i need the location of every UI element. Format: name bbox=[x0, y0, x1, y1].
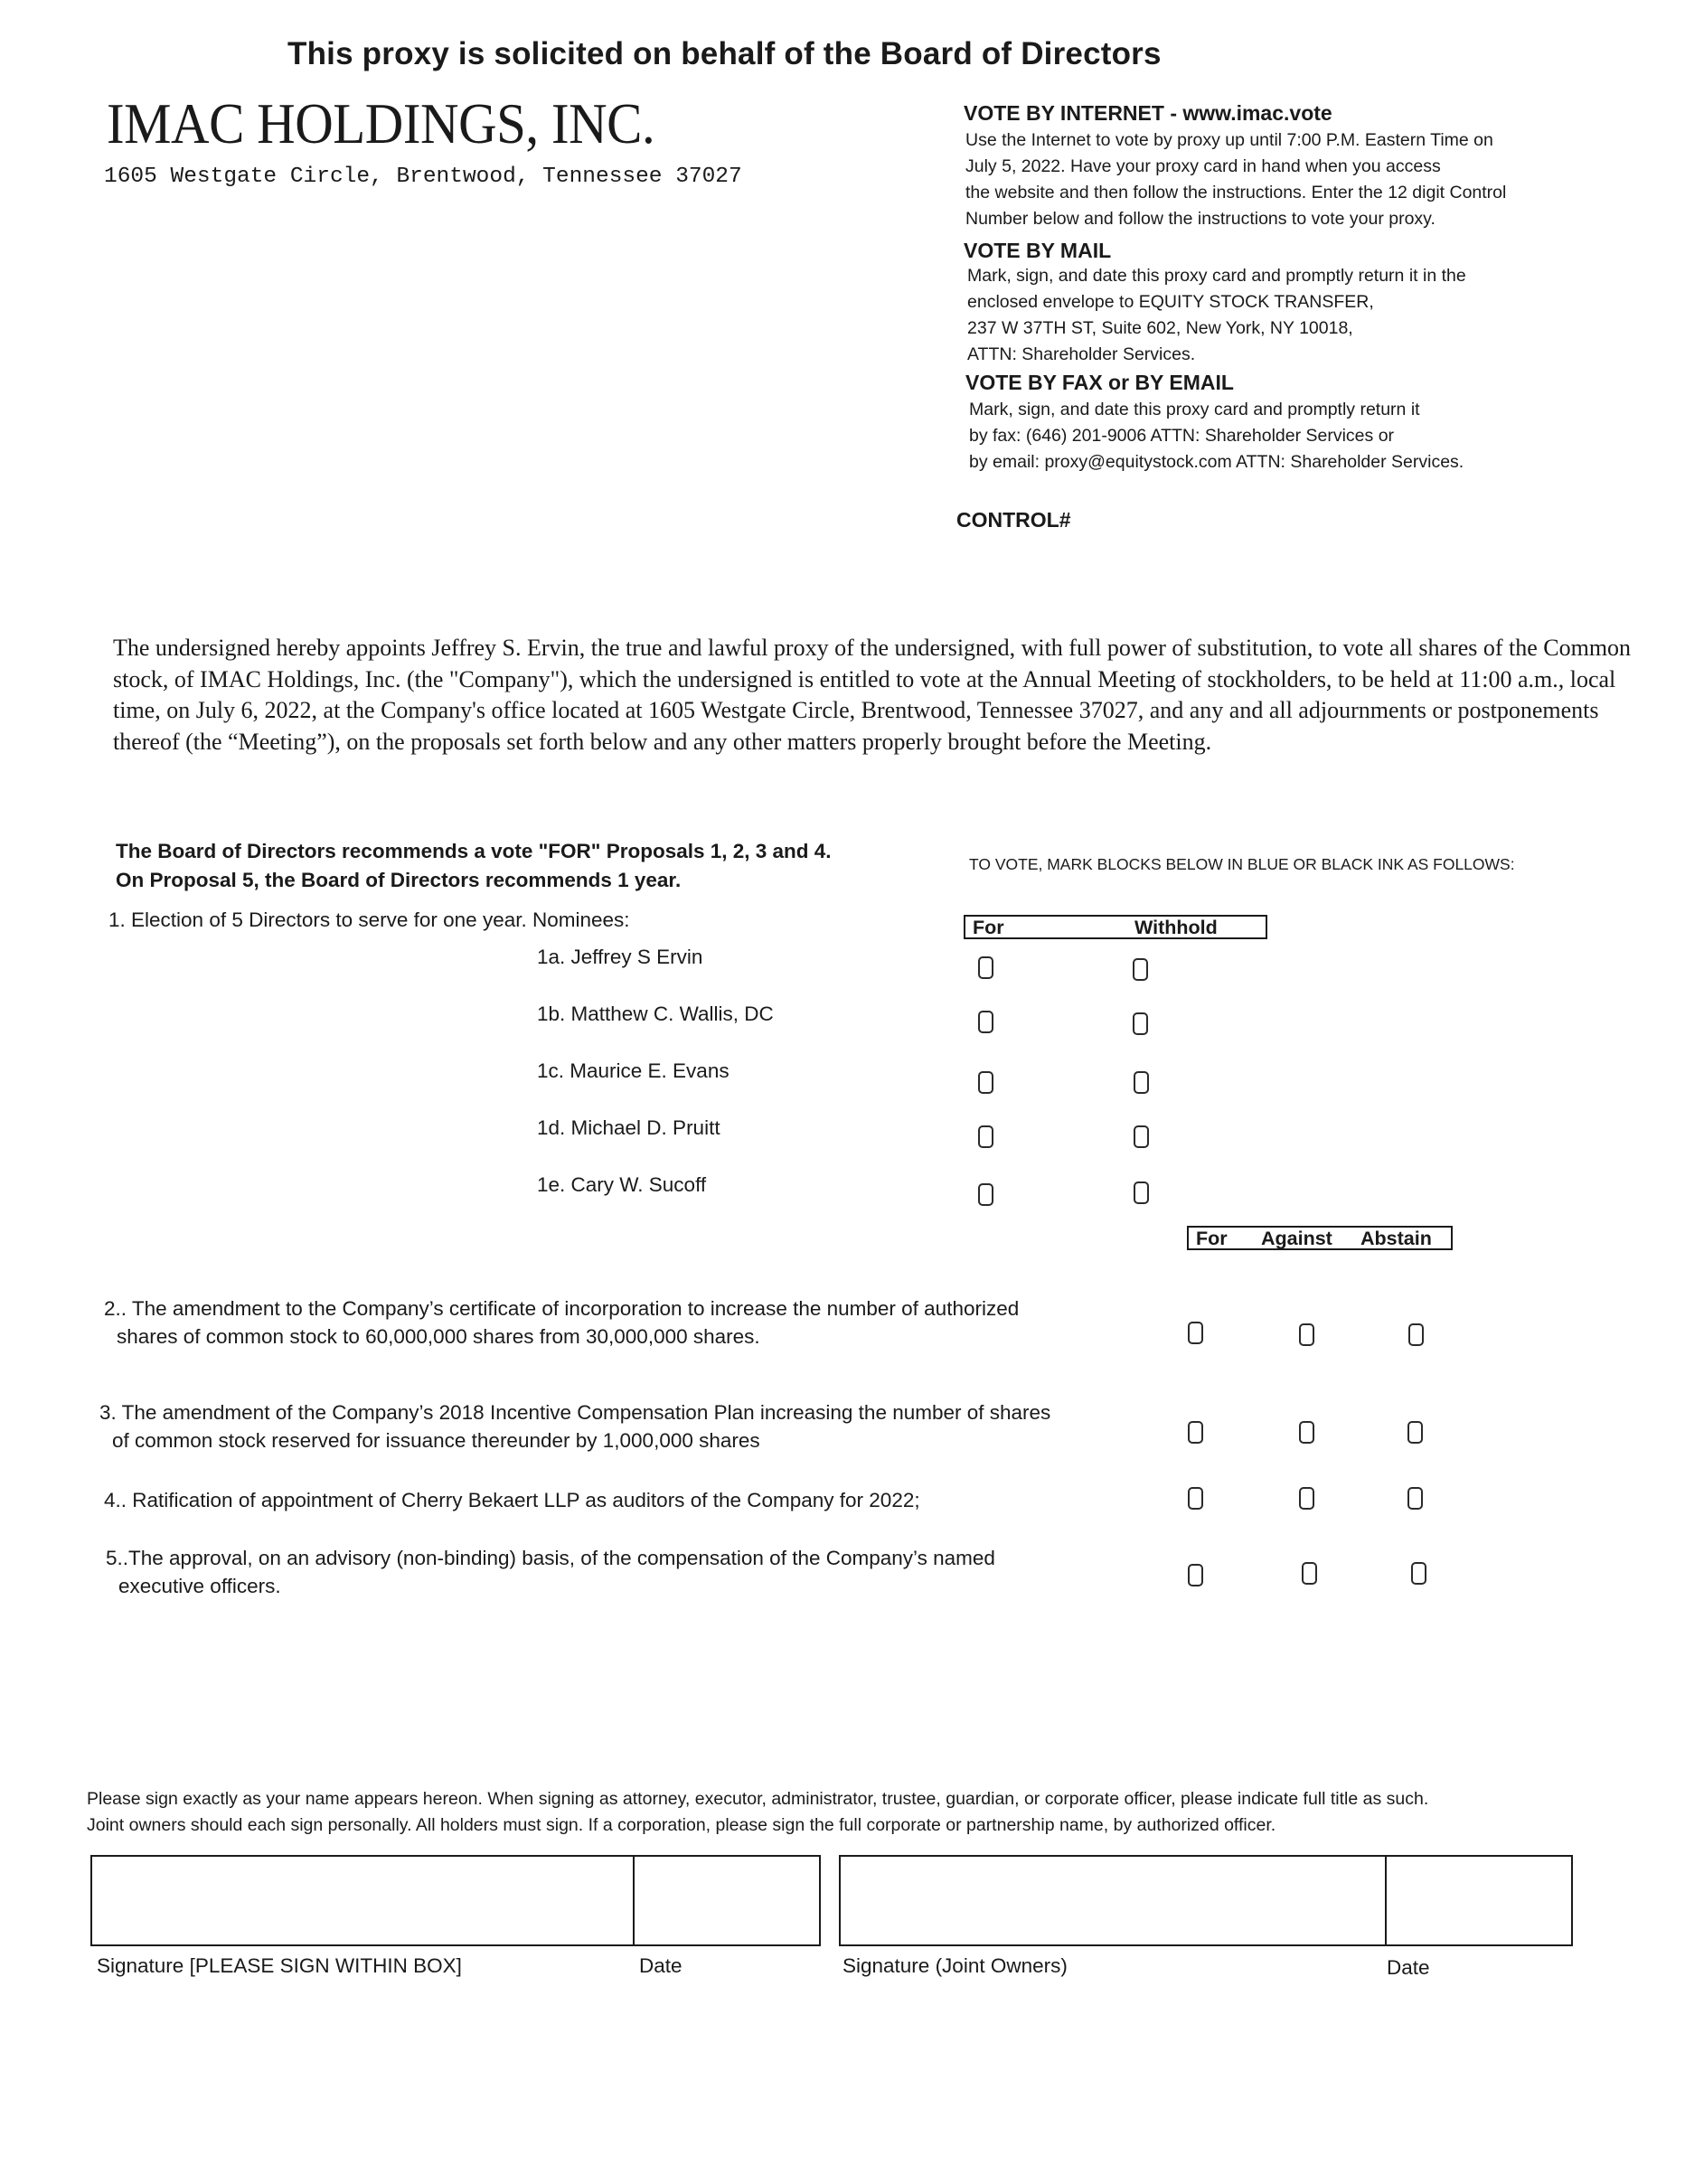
joint-signature-field[interactable] bbox=[841, 1857, 1387, 1944]
joint-date-field[interactable] bbox=[1387, 1857, 1571, 1944]
vote-fax-email-line: by fax: (646) 201-9006 ATTN: Shareholder Services or bbox=[969, 426, 1395, 446]
company-name: IMAC HOLDINGS, INC. bbox=[107, 91, 655, 155]
column-for: For bbox=[973, 917, 1004, 938]
signature-box-group bbox=[90, 1855, 821, 1946]
signature-instruction-line: Please sign exactly as your name appears hereon. When signing as attorney, executor, administrator, trustee, guardian, or corporate officer, please indicate full title as such. bbox=[87, 1789, 1429, 1809]
nominee-1e: 1e. Cary W. Sucoff bbox=[537, 1173, 707, 1196]
board-recommendation bbox=[116, 837, 832, 895]
signature-instruction-line: Joint owners should each sign personally. All holders must sign. If a corporation, please sign the full corporate or partnership name, by authorized officer. bbox=[87, 1815, 1276, 1835]
vote-by-mail-section bbox=[964, 239, 1651, 368]
vote-internet-line: July 5, 2022. Have your proxy card in hand when you access bbox=[965, 156, 1441, 176]
vote-fax-email-line: Mark, sign, and date this proxy card and promptly return it bbox=[969, 400, 1420, 419]
nominee-1d-withhold-checkbox[interactable] bbox=[1134, 1125, 1149, 1148]
vote-fax-email-line: by email: proxy@equitystock.com ATTN: Shareholder Services. bbox=[969, 452, 1464, 472]
nominee-1e-withhold-checkbox[interactable] bbox=[1134, 1181, 1149, 1204]
proposal-3-line: of common stock reserved for issuance thereunder by 1,000,000 shares bbox=[112, 1429, 760, 1452]
joint-signature-box-group bbox=[839, 1855, 1573, 1946]
proposal-5-abstain-checkbox[interactable] bbox=[1411, 1562, 1426, 1585]
proposal-2-line: shares of common stock to 60,000,000 shares from 30,000,000 shares. bbox=[117, 1325, 760, 1348]
vote-mail-line: Mark, sign, and date this proxy card and promptly return it in the bbox=[967, 266, 1466, 286]
proposal-5-line: executive officers. bbox=[118, 1575, 281, 1597]
control-number-label: CONTROL# bbox=[956, 508, 1071, 532]
vote-by-fax-email-heading: VOTE BY FAX or BY EMAIL bbox=[965, 371, 1234, 394]
proposal-4-line: 4.. Ratification of appointment of Cherry Bekaert LLP as auditors of the Company for 2022; bbox=[104, 1489, 920, 1511]
proposal-2-abstain-checkbox[interactable] bbox=[1408, 1323, 1424, 1346]
proposal-1-title: 1. Election of 5 Directors to serve for one year. Nominees: bbox=[108, 908, 630, 931]
signature-field[interactable] bbox=[92, 1857, 635, 1944]
joint-date-label: Date bbox=[1387, 1956, 1430, 1979]
board-recommendation-line: On Proposal 5, the Board of Directors recommends 1 year. bbox=[116, 869, 682, 891]
vote-mail-line: 237 W 37TH ST, Suite 602, New York, NY 10018, bbox=[967, 318, 1353, 338]
proposal-4 bbox=[104, 1486, 920, 1514]
proposal-1-column-header bbox=[964, 915, 1267, 939]
vote-by-mail-heading: VOTE BY MAIL bbox=[964, 239, 1112, 262]
mark-instructions: TO VOTE, MARK BLOCKS BELOW IN BLUE OR BLACK INK AS FOLLOWS: bbox=[969, 855, 1515, 873]
nominee-1a-withhold-checkbox[interactable] bbox=[1133, 958, 1148, 981]
nominee-1a: 1a. Jeffrey S Ervin bbox=[537, 946, 703, 968]
proposal-5-line: 5..The approval, on an advisory (non-binding) basis, of the compensation of the Company’s named bbox=[106, 1547, 995, 1569]
date-field[interactable] bbox=[635, 1857, 819, 1944]
signature-label: Signature [PLEASE SIGN WITHIN BOX] bbox=[97, 1954, 462, 1977]
proposal-3-against-checkbox[interactable] bbox=[1299, 1421, 1314, 1444]
vote-by-internet-section bbox=[964, 101, 1651, 232]
nominee-1d: 1d. Michael D. Pruitt bbox=[537, 1116, 720, 1139]
column-withhold: Withhold bbox=[1134, 917, 1218, 938]
appointment-paragraph: The undersigned hereby appoints Jeffrey S. Ervin, the true and lawful proxy of the undersigned, with full power of substitution, to vote all shares of the Common stock, of IMAC Holdings, Inc. (the "Company"), which the undersigned is entitled to vote at the Annual Meeting of stockholders, to be held at 11:00 a.m., local time, on July 6, 2022, at the Company's office located at 1605 Westgate Circle, Brentwood, Tennessee 37027, and any and all adjournments or postponements thereof (the “Meeting”), on the proposals set forth below and any other matters properly brought before the Meeting. bbox=[113, 635, 1632, 755]
nominee-1c: 1c. Maurice E. Evans bbox=[537, 1059, 730, 1082]
nominee-1c-withhold-checkbox[interactable] bbox=[1134, 1071, 1149, 1094]
board-recommendation-line: The Board of Directors recommends a vote "FOR" Proposals 1, 2, 3 and 4. bbox=[116, 840, 832, 862]
nominee-1d-for-checkbox[interactable] bbox=[978, 1125, 993, 1148]
proposal-2-line: 2.. The amendment to the Company’s certificate of incorporation to increase the number of authorized bbox=[104, 1297, 1020, 1320]
column-abstain: Abstain bbox=[1360, 1228, 1432, 1249]
proposal-3 bbox=[99, 1398, 1050, 1454]
proposal-3-line: 3. The amendment of the Company’s 2018 Incentive Compensation Plan increasing the number of shares bbox=[99, 1401, 1051, 1424]
nominee-1b-for-checkbox[interactable] bbox=[978, 1011, 993, 1033]
proposals-column-header bbox=[1187, 1226, 1453, 1250]
nominee-1c-for-checkbox[interactable] bbox=[978, 1071, 993, 1094]
proposal-4-for-checkbox[interactable] bbox=[1188, 1487, 1203, 1510]
proposal-5-for-checkbox[interactable] bbox=[1188, 1564, 1203, 1586]
nominee-1a-for-checkbox[interactable] bbox=[978, 956, 993, 979]
vote-mail-line: enclosed envelope to EQUITY STOCK TRANSFER, bbox=[967, 292, 1374, 312]
vote-by-fax-email-section bbox=[965, 371, 1652, 475]
proposal-2-against-checkbox[interactable] bbox=[1299, 1323, 1314, 1346]
vote-mail-line: ATTN: Shareholder Services. bbox=[967, 344, 1196, 364]
vote-internet-line: Use the Internet to vote by proxy up until 7:00 P.M. Eastern Time on bbox=[965, 130, 1493, 150]
proposal-3-abstain-checkbox[interactable] bbox=[1407, 1421, 1423, 1444]
nominee-1b: 1b. Matthew C. Wallis, DC bbox=[537, 1003, 774, 1025]
column-for: For bbox=[1196, 1228, 1228, 1249]
nominee-1e-for-checkbox[interactable] bbox=[978, 1183, 993, 1206]
proposal-2 bbox=[104, 1294, 1019, 1351]
proposal-2-for-checkbox[interactable] bbox=[1188, 1322, 1203, 1344]
joint-signature-label: Signature (Joint Owners) bbox=[842, 1954, 1068, 1977]
proposal-5-against-checkbox[interactable] bbox=[1302, 1562, 1317, 1585]
vote-internet-line: the website and then follow the instructions. Enter the 12 digit Control bbox=[965, 183, 1507, 202]
column-against: Against bbox=[1261, 1228, 1332, 1249]
proposal-4-abstain-checkbox[interactable] bbox=[1407, 1487, 1423, 1510]
date-label: Date bbox=[639, 1954, 682, 1977]
proposal-3-for-checkbox[interactable] bbox=[1188, 1421, 1203, 1444]
vote-by-internet-heading: VOTE BY INTERNET - www.imac.vote bbox=[964, 101, 1332, 125]
proxy-banner: This proxy is solicited on behalf of the Board of Directors bbox=[287, 36, 1162, 71]
proposal-4-against-checkbox[interactable] bbox=[1299, 1487, 1314, 1510]
signature-instructions bbox=[87, 1786, 1428, 1839]
vote-internet-line: Number below and follow the instructions to vote your proxy. bbox=[965, 209, 1436, 229]
company-address: 1605 Westgate Circle, Brentwood, Tennessee 37027 bbox=[104, 165, 742, 189]
nominee-1b-withhold-checkbox[interactable] bbox=[1133, 1012, 1148, 1035]
proposal-5 bbox=[106, 1544, 995, 1600]
